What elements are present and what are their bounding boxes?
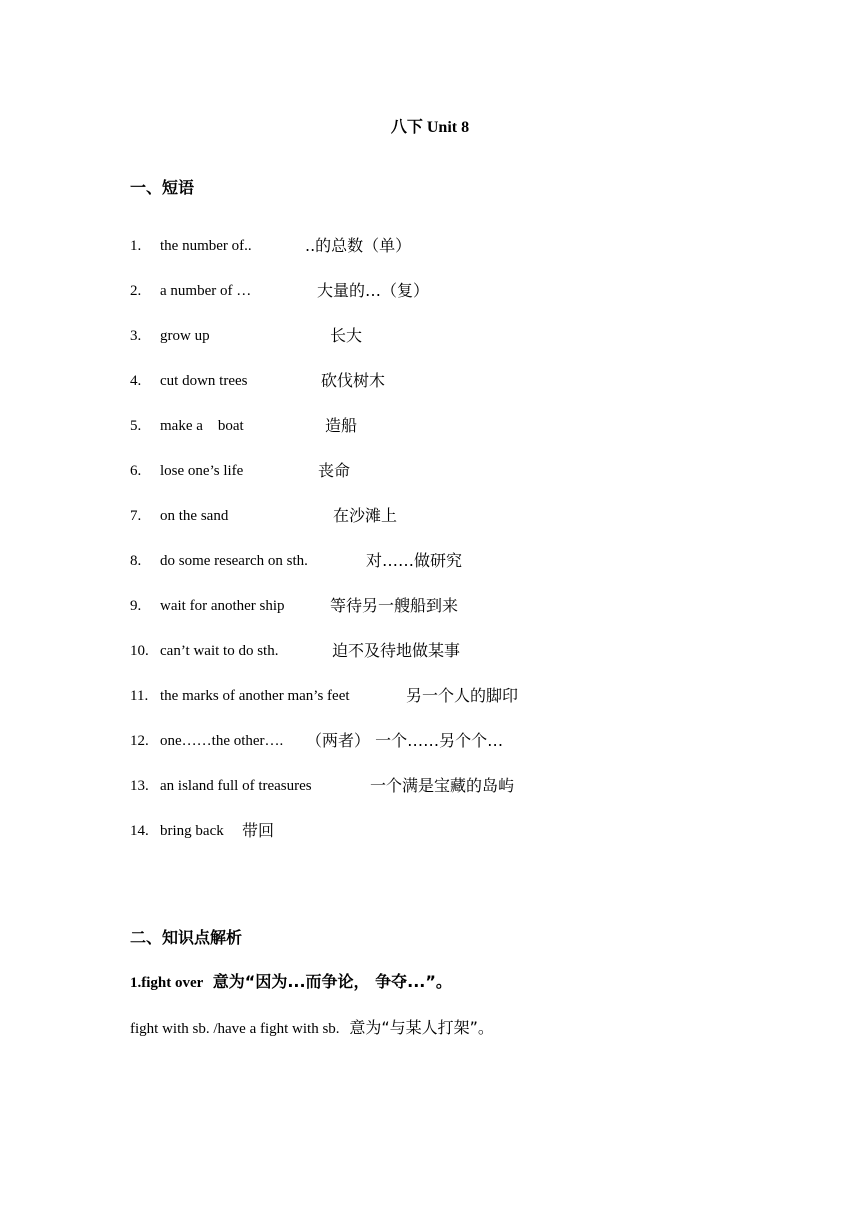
item-chinese: 在沙滩上 [333,506,398,525]
item-english: the number of.. [160,238,252,254]
item-english: do some research on sth. [160,553,308,569]
item-english: make a boat [160,418,244,434]
page-title: 八下 Unit 8 [390,119,470,136]
item-chinese: 带回 [242,821,275,840]
item-number: 12. [130,733,149,749]
item-english: the marks of another man’s feet [160,688,350,704]
item-english: a number of … [160,283,252,299]
item-number: 1. [130,238,142,254]
item-english: on the sand [160,508,229,524]
item-english: cut down trees [160,373,248,389]
knowledge-point-1 [130,970,452,995]
item-chinese: 对……做研究 [366,551,463,570]
note-chinese: 意为“与某人打架”。 [349,1018,494,1037]
list-item [130,369,750,414]
item-english: grow up [160,328,210,344]
item-chinese: ..的总数（单） [305,236,412,255]
point-1-english: 1.fight over [130,975,204,991]
phrase-list [130,234,750,864]
item-number: 2. [130,283,142,299]
item-number: 10. [130,643,149,659]
item-english: can’t wait to do sth. [160,643,279,659]
item-chinese: 一个满是宝藏的岛屿 [370,776,515,795]
item-number: 4. [130,373,142,389]
item-chinese: 造船 [325,416,358,435]
item-chinese: 砍伐树木 [321,371,386,390]
item-chinese: 迫不及待地做某事 [332,641,461,660]
item-chinese: 丧命 [318,461,351,480]
item-number: 9. [130,598,142,614]
list-item [130,324,750,369]
item-number: 7. [130,508,142,524]
item-number: 13. [130,778,149,794]
list-item [130,234,750,279]
list-item [130,504,750,549]
section-heading-phrases: 一、短语 [130,178,195,197]
item-number: 6. [130,463,142,479]
list-item [130,729,750,774]
list-item [130,279,750,324]
point-1-chinese: 意为“因为...而争论， 争夺...”。 [212,972,452,991]
item-number: 3. [130,328,142,344]
item-chinese: 长大 [330,326,363,345]
item-chinese: 另一个人的脚印 [406,686,519,705]
list-item [130,639,750,684]
list-item [130,594,750,639]
item-chinese: 大量的…（复） [317,281,430,300]
item-number: 8. [130,553,142,569]
item-chinese: 等待另一艘船到来 [330,596,459,615]
item-english: one……the other…. [160,733,284,749]
list-item [130,414,750,459]
section-heading-knowledge: 二、知识点解析 [130,928,243,947]
item-english: bring back [160,823,224,839]
item-number: 11. [130,688,149,704]
list-item [130,549,750,594]
item-english: wait for another ship [160,598,285,614]
list-item [130,774,750,819]
item-chinese: （两者） 一个……另个个… [306,731,504,750]
item-english: lose one’s life [160,463,244,479]
note-english: fight with sb. /have a fight with sb. [130,1021,340,1037]
item-english: an island full of treasures [160,778,312,794]
item-number: 5. [130,418,142,434]
knowledge-point-1-note [130,1016,494,1041]
list-item [130,459,750,504]
list-item [130,819,750,864]
item-number: 14. [130,823,149,839]
list-item [130,684,750,729]
